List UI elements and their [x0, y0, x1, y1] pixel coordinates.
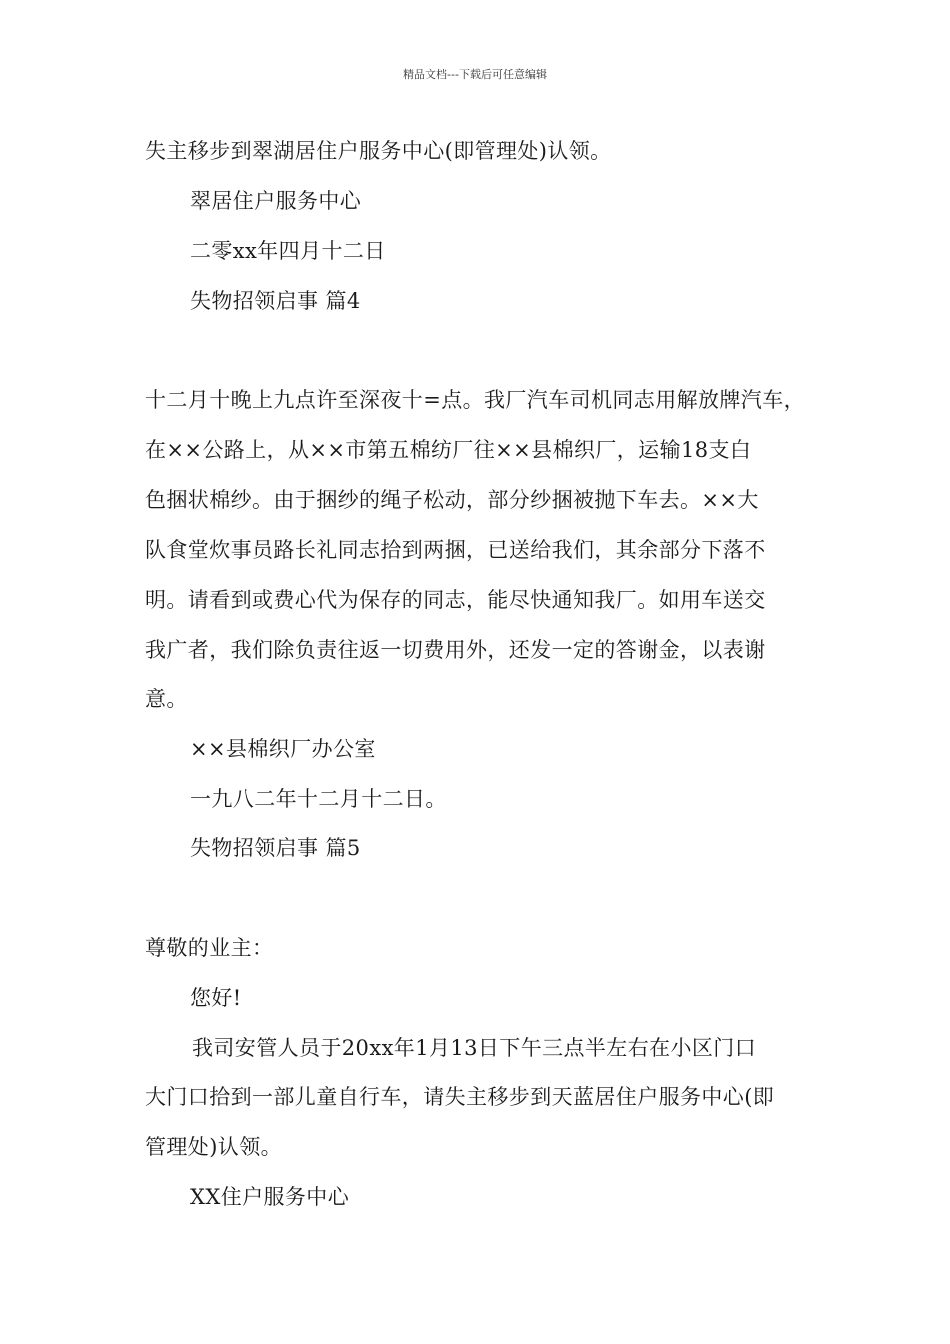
- paragraph-line: 我司安管人员于20xx年1月13日下午三点半左右在小区门口: [192, 1036, 757, 1060]
- paragraph-line: 意。: [145, 687, 188, 711]
- paragraph-line: 十二月十晚上九点许至深夜十=点。我厂汽车司机同志用解放牌汽车，: [145, 388, 805, 412]
- date-line: 一九八二年十二月十二日。: [190, 787, 447, 811]
- paragraph-line: 大门口拾到一部儿童自行车，请失主移步到天蓝居住户服务中心(即: [145, 1085, 775, 1109]
- page-header: 精品文档---下载后可任意编辑: [403, 68, 547, 81]
- signature-line: XX住户服务中心: [190, 1185, 350, 1209]
- paragraph-line: 队食堂炊事员路长礼同志拾到两捆，已送给我们，其余部分下落不: [145, 538, 766, 562]
- paragraph-line: 明。请看到或费心代为保存的同志，能尽快通知我厂。如用车送交: [145, 588, 766, 612]
- paragraph-line: 失主移步到翠湖居住户服务中心(即管理处)认领。: [145, 139, 612, 163]
- paragraph-line: 管理处)认领。: [145, 1135, 282, 1159]
- section-title: 失物招领启事 篇4: [190, 289, 361, 313]
- paragraph-line: 我广者，我们除负责往返一切费用外，还发一定的答谢金，以表谢: [145, 638, 766, 662]
- signature-line: ××县棉织厂办公室: [190, 737, 376, 761]
- salutation: 尊敬的业主：: [145, 936, 274, 960]
- paragraph-line: 在××公路上，从××市第五棉纺厂往××县棉织厂，运输18支白: [145, 438, 752, 462]
- greeting: 您好!: [190, 986, 242, 1010]
- section-title: 失物招领启事 篇5: [190, 836, 361, 860]
- paragraph-line: 色捆状棉纱。由于捆纱的绳子松动，部分纱捆被抛下车去。××大: [145, 488, 759, 512]
- signature-line: 翠居住户服务中心: [190, 189, 362, 213]
- date-line: 二零xx年四月十二日: [190, 239, 386, 263]
